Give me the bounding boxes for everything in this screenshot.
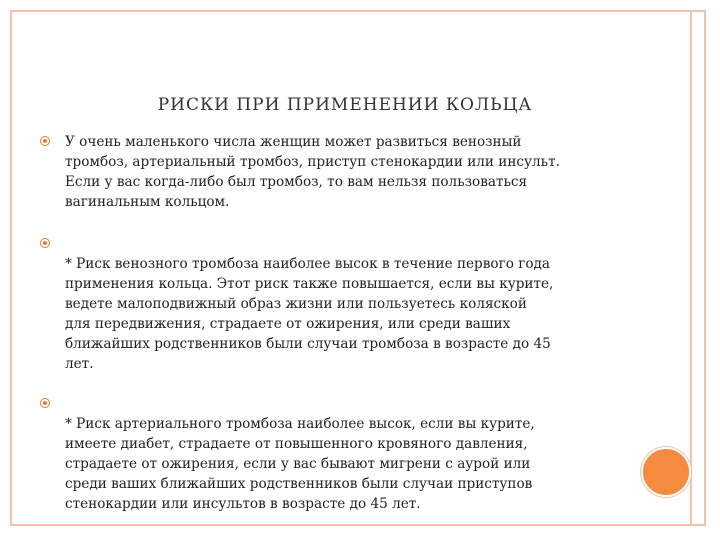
- bullet-item-3: [40, 394, 640, 514]
- bullet-text-3: * Риск артериального тромбоза наиболее высок, если вы курите, имеете диабет, страдаете от повышенного кровяного давления, страдаете от ожирения, если у вас бывают мигрени с аурой или среди ваших ближайших родственников были случаи приступов стенокардии или инсультов в возрасте до 45 лет.: [65, 416, 535, 512]
- circle-bullet-icon: [40, 398, 50, 408]
- circle-bullet-icon: [40, 136, 50, 146]
- circle-bullet-icon: [40, 238, 50, 248]
- bullet-text-1: У очень маленького числа женщин может развиться венозный тромбоз, артериальный тромбоз, приступ стенокардии или инсульт. Если у вас когда-либо был тромбоз, то вам нельзя пользоваться вагинальным кольцом.: [65, 134, 560, 210]
- right-vertical-rule: [690, 10, 692, 526]
- bullet-item-2: [40, 234, 640, 374]
- orange-circle-decoration: [641, 447, 691, 497]
- slide-title: РИСКИ ПРИ ПРИМЕНЕНИИ КОЛЬЦА: [157, 95, 533, 116]
- bullet-text-2: * Риск венозного тромбоза наиболее высок в течение первого года применения кольца. Этот риск также повышается, если вы курите, ведете малоподвижный образ жизни или пользуетесь коляской для передвижения, страдаете от ожирения, или среди ваших ближайших родственников были случаи тромбоза в возрасте до 45 лет.: [65, 256, 554, 372]
- bullet-list: [40, 132, 640, 536]
- bullet-item-1: [40, 132, 640, 212]
